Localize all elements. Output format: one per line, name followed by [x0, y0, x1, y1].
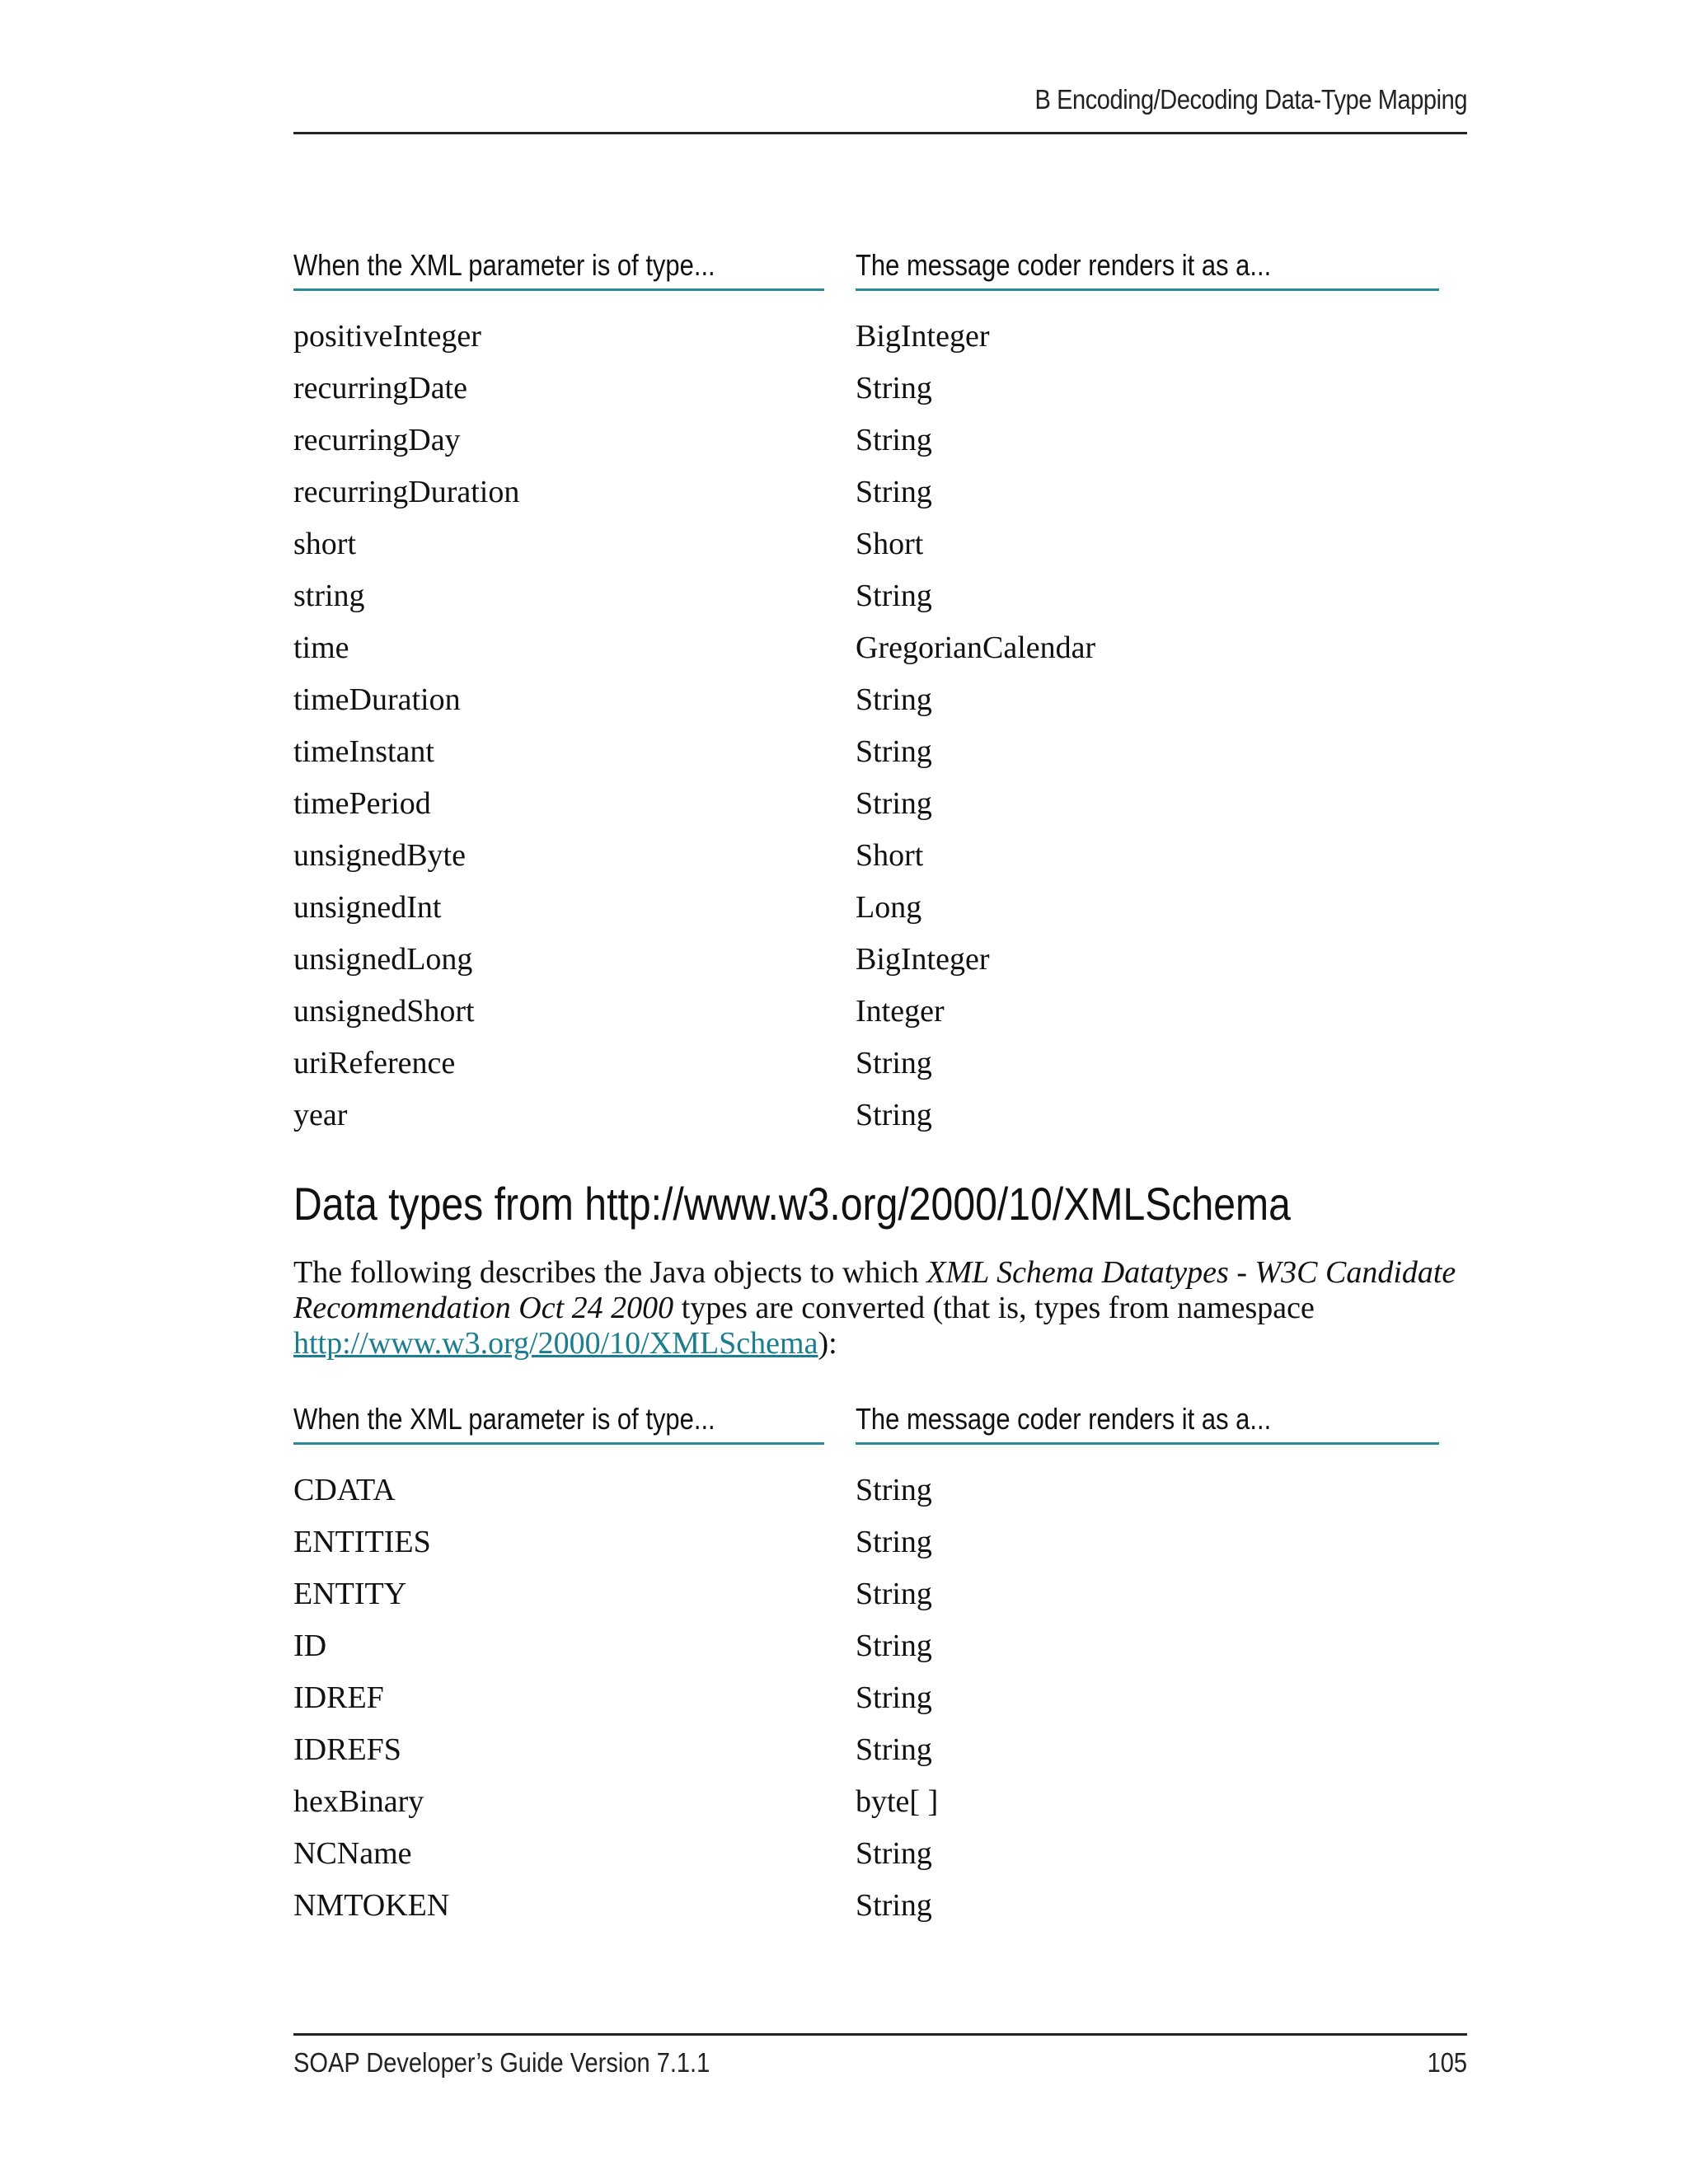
table-row	[293, 725, 1439, 777]
table-body	[293, 310, 1439, 1141]
java-type-cell: BigInteger	[856, 941, 990, 977]
java-type-cell: String	[856, 578, 932, 613]
table-row	[293, 362, 1439, 414]
type-mapping-table-2	[293, 1401, 1439, 1931]
table-row	[293, 1723, 1439, 1775]
xml-type-cell: unsignedShort	[293, 993, 475, 1029]
xml-type-cell: hexBinary	[293, 1783, 424, 1819]
xml-type-cell: unsignedInt	[293, 889, 442, 925]
java-type-cell: Short	[856, 526, 924, 561]
table-row	[293, 1671, 1439, 1723]
table-row	[293, 518, 1439, 569]
xml-type-cell: unsignedByte	[293, 837, 466, 873]
type-mapping-table-1	[293, 247, 1439, 1141]
column-header-xml-type: When the XML parameter is of type...	[293, 1401, 824, 1445]
table-row	[293, 1619, 1439, 1671]
table-row	[293, 1827, 1439, 1879]
xml-type-cell: positiveInteger	[293, 318, 481, 354]
table-row	[293, 1464, 1439, 1516]
section-intro-paragraph	[293, 1255, 1480, 1361]
table-row	[293, 1775, 1439, 1827]
xml-type-cell: timePeriod	[293, 785, 431, 821]
java-type-cell: String	[856, 1045, 932, 1080]
java-type-cell: String	[856, 1097, 932, 1132]
java-type-cell: String	[856, 370, 932, 405]
xml-type-cell: NCName	[293, 1835, 412, 1871]
table-row	[293, 881, 1439, 933]
xml-type-cell: uriReference	[293, 1045, 456, 1080]
java-type-cell: String	[856, 422, 932, 457]
xml-type-cell: year	[293, 1097, 348, 1132]
page-header	[293, 84, 1467, 134]
xml-type-cell: NMTOKEN	[293, 1887, 450, 1923]
xml-type-cell: timeDuration	[293, 682, 461, 717]
java-type-cell: Short	[856, 837, 924, 873]
table-row	[293, 673, 1439, 725]
table-header	[293, 247, 1439, 293]
java-type-cell: Long	[856, 889, 922, 925]
xml-type-cell: string	[293, 578, 365, 613]
xml-type-cell: timeInstant	[293, 733, 434, 769]
java-type-cell: String	[856, 1732, 932, 1767]
table-row	[293, 414, 1439, 466]
java-type-cell: BigInteger	[856, 318, 990, 354]
footer-document-title: SOAP Developer’s Guide Version 7.1.1	[293, 2047, 710, 2078]
table-row	[293, 829, 1439, 881]
table-body	[293, 1464, 1439, 1931]
namespace-link[interactable]: http://www.w3.org/2000/10/XMLSchema	[293, 1326, 818, 1361]
table-row	[293, 310, 1439, 362]
xml-type-cell: ENTITY	[293, 1576, 407, 1611]
table-row	[293, 933, 1439, 985]
java-type-cell: String	[856, 1835, 932, 1871]
java-type-cell: String	[856, 1628, 932, 1663]
xml-type-cell: recurringDuration	[293, 474, 520, 509]
java-type-cell: String	[856, 1524, 932, 1559]
java-type-cell: byte[ ]	[856, 1783, 939, 1819]
intro-spec-title: XML Schema Datatypes - W3C Candidate Recommendation Oct 24 2000	[293, 1255, 1456, 1325]
java-type-cell: String	[856, 682, 932, 717]
xml-type-cell: recurringDate	[293, 370, 467, 405]
xml-type-cell: unsignedLong	[293, 941, 473, 977]
java-type-cell: String	[856, 785, 932, 821]
xml-type-cell: ID	[293, 1628, 327, 1663]
java-type-cell: String	[856, 1887, 932, 1923]
column-header-java-type: The message coder renders it as a...	[856, 247, 1439, 291]
page-footer	[293, 2033, 1467, 2085]
running-head: B Encoding/Decoding Data-Type Mapping	[1034, 84, 1467, 115]
java-type-cell: String	[856, 1576, 932, 1611]
xml-type-cell: IDREF	[293, 1680, 384, 1715]
column-header-java-type: The message coder renders it as a...	[856, 1401, 1439, 1445]
table-row	[293, 621, 1439, 673]
java-type-cell: String	[856, 733, 932, 769]
intro-text: The following describes the Java objects to which	[293, 1255, 927, 1290]
table-row	[293, 466, 1439, 518]
xml-type-cell: CDATA	[293, 1472, 396, 1507]
xml-type-cell: recurringDay	[293, 422, 461, 457]
java-type-cell: Integer	[856, 993, 945, 1029]
xml-type-cell: IDREFS	[293, 1732, 401, 1767]
table-row	[293, 569, 1439, 621]
java-type-cell: String	[856, 1680, 932, 1715]
table-row	[293, 1089, 1439, 1141]
column-header-xml-type: When the XML parameter is of type...	[293, 247, 824, 291]
intro-text: ):	[818, 1326, 837, 1361]
table-row	[293, 985, 1439, 1037]
table-header	[293, 1401, 1439, 1447]
java-type-cell: GregorianCalendar	[856, 630, 1096, 665]
xml-type-cell: time	[293, 630, 349, 665]
java-type-cell: String	[856, 1472, 932, 1507]
xml-type-cell: ENTITIES	[293, 1524, 431, 1559]
table-row	[293, 1037, 1439, 1089]
table-row	[293, 777, 1439, 829]
xml-type-cell: short	[293, 526, 356, 561]
section-heading: Data types from http://www.w3.org/2000/10/XMLSchema	[293, 1178, 1291, 1230]
intro-text: types are converted (that is, types from namespace	[673, 1291, 1315, 1325]
table-row	[293, 1879, 1439, 1931]
table-row	[293, 1568, 1439, 1619]
java-type-cell: String	[856, 474, 932, 509]
table-row	[293, 1516, 1439, 1568]
page-number: 105	[1427, 2047, 1467, 2078]
